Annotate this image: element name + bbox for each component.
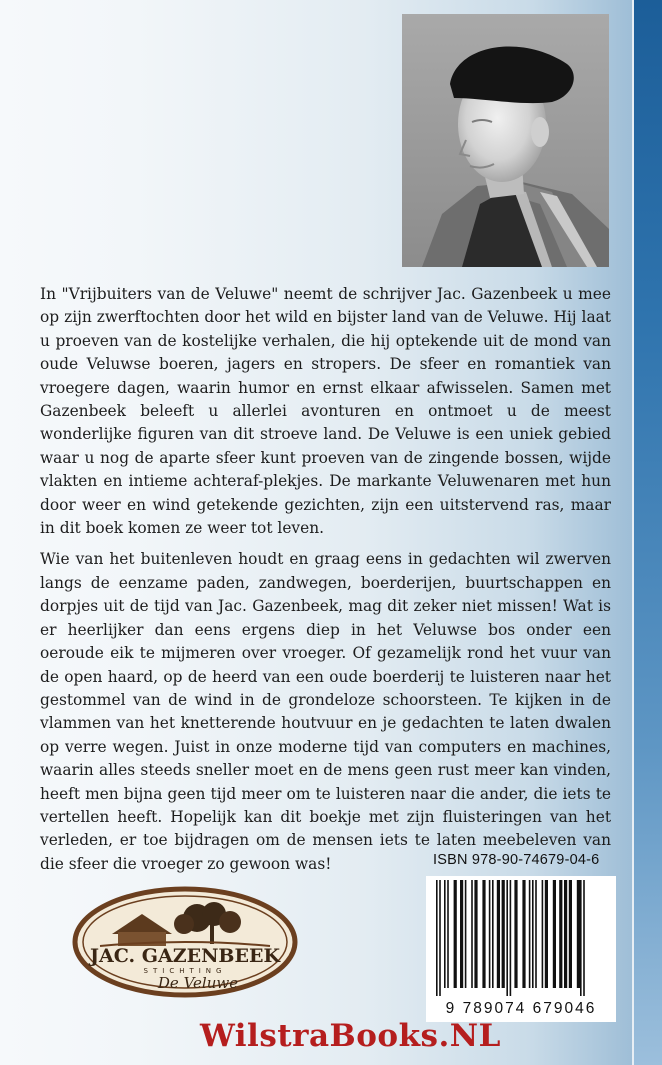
gazenbeek-foundation-logo [72, 886, 298, 998]
spine-edge-blue-band [634, 0, 662, 1065]
barcode-number: 9 789074 679046 [445, 1000, 597, 1017]
barcode-bar [514, 880, 517, 988]
barcode-bar [569, 880, 572, 988]
barcode-bar [532, 880, 534, 988]
logo-subtitle-text: STICHTING [143, 967, 227, 975]
barcode-bar [535, 880, 537, 988]
logo-tagline-text: De Veluwe [157, 974, 239, 992]
barcode-bar [510, 880, 512, 996]
logo-name-text: JAC. GAZENBEEK [90, 945, 280, 967]
barcode-bar [465, 880, 467, 988]
barcode-bar [492, 880, 494, 988]
logo-emblem [72, 886, 298, 998]
barcode-bar [502, 880, 505, 988]
barcode-bar [497, 880, 500, 988]
barcode-bars [426, 876, 616, 998]
author-portrait-drawing [402, 14, 609, 267]
isbn-label: ISBN 978-90-74679-04-6 [433, 852, 600, 868]
barcode-bar [460, 880, 463, 988]
barcode-bar [482, 880, 485, 988]
barcode-bar [506, 880, 508, 996]
blurb-paragraph-1: In "Vrijbuiters van de Veluwe" neemt de schrijver Jac. Gazenbeek u mee op zijn zwerftochten door het wild en bijster land van de Veluwe. Hij laat u proeven van de kostelijke verhalen, die hij optekende uit de mond van oude Veluwse boeren, jagers en stropers. De sfeer en romantiek van vroegere dagen, waarin humor en ernst elkaar afwisselen. Samen met Gazenbeek beleeft u allerlei avonturen en ontmoet u de meest wonderlijke figuren van dit stroeve land. De Veluwe is een uniek gebied waar u nog de aparte sfeer kunt proeven van de zingende bossen, wijde vlakten en intieme achteraf-plekjes. De markante Veluwenaren met hun door weer en wind getekende gezichten, zijn een uitstervend ras, maar in dit boek komen ze weer tot leven. [40, 285, 611, 538]
author-portrait [402, 14, 609, 267]
barcode-bar [489, 880, 491, 988]
barcode-bar [542, 880, 544, 988]
barcode-bar [545, 880, 548, 988]
barcode-bar [471, 880, 473, 988]
barcode-bar [447, 880, 449, 988]
barcode-bar [580, 880, 582, 996]
barcode-bar [577, 880, 580, 988]
blurb-text [40, 283, 611, 884]
barcode [426, 876, 616, 1022]
barcode-bar [559, 880, 562, 988]
barcode-bar [522, 880, 525, 988]
barcode-bar [474, 880, 477, 988]
watermark-middle: ilstraBooks [234, 1018, 439, 1054]
barcode-bar [583, 880, 585, 996]
barcode-bar [436, 880, 438, 996]
blurb-paragraph-2: Wie van het buitenleven houdt en graag eens in gedachten wil zwerven langs de eenzame paden, zandwegen, boerderijen, buurtschappen en dorpjes uit de tijd van Jac. Gazenbeek, mag dit zeker niet missen! Wat is er heerlijker dan eens ergens diep in het Veluwse bos onder een oeroude eik te mijmeren over vroeger. Of gezamelijk rond het vuur van de open haard, op de heerd van een oude boerderij te luisteren naar het gestommel van de wind in de grondeloze schoorsteen. Te kijken in de vlammen van het knetterende houtvuur en je gedachten te laten dwalen op verre wegen. Juist in onze moderne tijd van computers en machines, waarin alles steeds sneller moet en de mens geen rust meer kan vinden, heeft men bijna geen tijd meer om te luisteren naar die ander, die iets te vertellen heeft. Hopelijk kan dit boekje met zijn fluisteringen van het verleden, er toe bijdragen om de mensen iets te laten meebeleven van die sfeer die vroeger zo gewoon was! [40, 550, 611, 873]
barcode-bar [454, 880, 457, 988]
barcode-bar [564, 880, 567, 988]
watermark-lead: W [200, 1018, 235, 1054]
barcode-bar [529, 880, 531, 988]
wilstrabooks-watermark [200, 1018, 501, 1054]
barcode-bar [553, 880, 556, 988]
barcode-bar [439, 880, 441, 996]
barcode-bar [444, 880, 446, 988]
watermark-tail: .NL [438, 1018, 501, 1054]
